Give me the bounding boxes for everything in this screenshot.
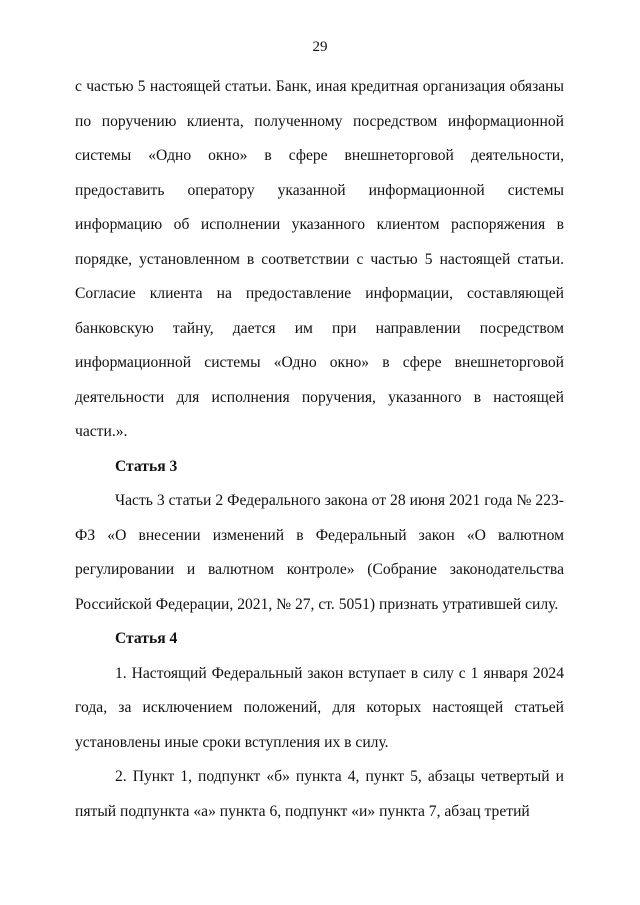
article-4-part-1: 1. Настоящий Федеральный закон вступает в силу с 1 января 2024 года, за исключением положений, для которых настоящей статьей установлены иные сроки вступления их в силу. (75, 664, 564, 751)
article-4-heading: Статья 4 (115, 630, 178, 647)
paragraph-continuation: с частью 5 настоящей статьи. Банк, иная кредитная организация обязаны по поручению клиента, полученному посредством информационной системы «Одно окно» в сфере внешнеторговой деятельности, предоставить оператору указанной информационной системы информацию об исполнении указанного клиентом распоряжения в порядке, установленном в соответствии с частью 5 настоящей статьи. Согласие клиента на предоставление информации, составляющей банковскую тайну, дается им при направлении посредством информационной системы «Одно окно» в сфере внешнеторговой деятельности для исполнения поручения, указанного в настоящей части.». (75, 78, 564, 440)
article-3-heading: Статья 3 (115, 457, 178, 475)
article-4-part-2: 2. Пункт 1, подпункт «б» пункта 4, пункт 5, абзацы четвертый и пятый подпункта «а» пункта 6, подпункт «и» пункта 7, абзац третий (75, 768, 564, 820)
document-body (75, 70, 564, 829)
article-3-text: Часть 3 статьи 2 Федерального закона от 28 июня 2021 года № 223-ФЗ «О внесении изменений в Федеральный закон «О валютном регулировании и валютном контроле» (Собрание законодательства Российской Федерации, 2021, № 27, ст. 5051) признать утратившей силу. (75, 492, 564, 613)
page-number: 29 (312, 39, 328, 55)
